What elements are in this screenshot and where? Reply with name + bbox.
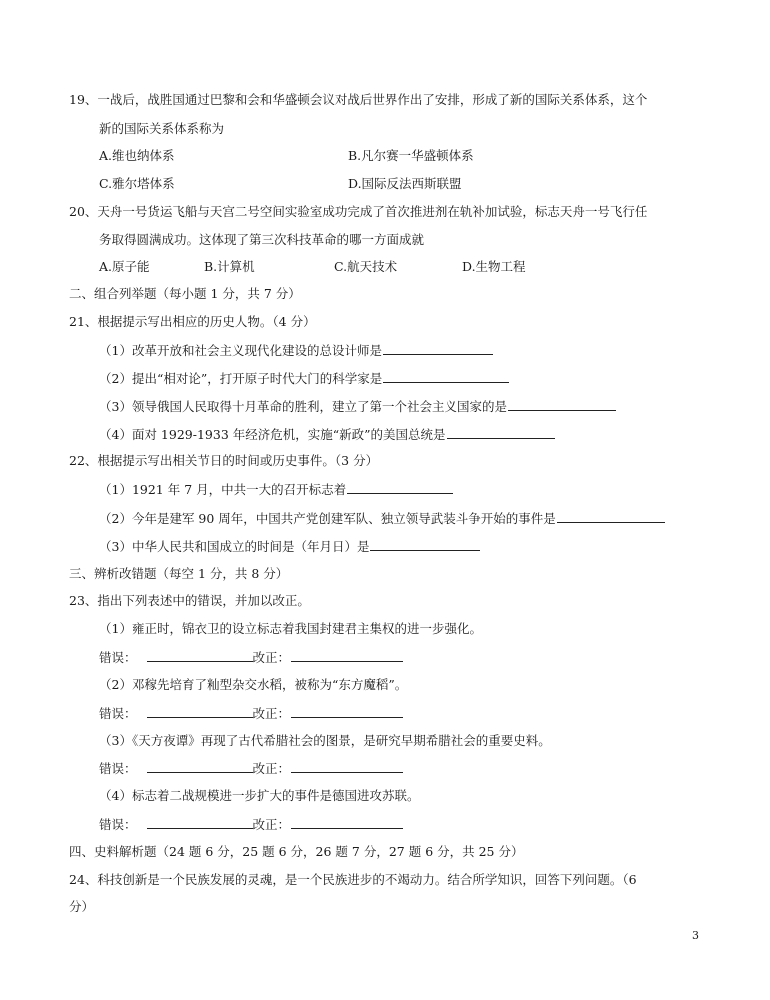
- page-number: 3: [692, 929, 699, 942]
- error-blank[interactable]: [147, 759, 253, 773]
- correction-blank[interactable]: [291, 704, 403, 718]
- q19-option-c: C.雅尔塔体系: [99, 176, 175, 191]
- q19-stem-line1: 19、一战后，战胜国通过巴黎和会和华盛顿会议对战后世界作出了安排，形成了新的国际关系体系，这个: [69, 92, 648, 107]
- answer-blank[interactable]: [447, 425, 555, 439]
- q22-stem: 22、根据提示写出相关节日的时间或历史事件。（3 分）: [69, 453, 379, 468]
- q21-stem: 21、根据提示写出相应的历史人物。（4 分）: [69, 314, 316, 329]
- error-blank[interactable]: [147, 815, 253, 829]
- answer-blank[interactable]: [557, 509, 665, 523]
- q22-item-1: （1）1921 年 7 月，中共一大的召开标志着: [99, 480, 453, 499]
- error-blank[interactable]: [147, 648, 253, 662]
- answer-blank[interactable]: [508, 397, 616, 411]
- answer-blank[interactable]: [383, 369, 509, 383]
- q21-item-1: （1）改革开放和社会主义现代化建设的总设计师是: [99, 341, 493, 360]
- q19-stem-line2: 新的国际关系体系称为: [99, 121, 225, 136]
- q22-item-3: （3）中华人民共和国成立的时间是（年月日）是: [99, 537, 480, 556]
- answer-blank[interactable]: [347, 480, 453, 494]
- q23-item-2: （2）邓稼先培育了籼型杂交水稻，被称为“东方魔稻”。: [99, 677, 408, 692]
- q23-answer-row-3: 错误： 改正：: [99, 759, 403, 778]
- q23-stem: 23、指出下列表述中的错误，并加以改正。: [69, 593, 310, 608]
- q20-option-b: B.计算机: [204, 259, 255, 274]
- error-blank[interactable]: [147, 704, 253, 718]
- q20-option-a: A.原子能: [99, 259, 150, 274]
- q21-item-2: （2）提出“相对论”，打开原子时代大门的科学家是: [99, 369, 509, 388]
- q19-option-b: B.凡尔赛一华盛顿体系: [348, 148, 474, 163]
- section3-title: 三、辨析改错题（每空 1 分，共 8 分）: [69, 566, 289, 581]
- q23-answer-row-2: 错误： 改正：: [99, 704, 403, 723]
- q19-option-d: D.国际反法西斯联盟: [348, 176, 462, 191]
- correction-blank[interactable]: [291, 759, 403, 773]
- answer-blank[interactable]: [383, 341, 493, 355]
- q22-item-2: （2）今年是建军 90 周年，中国共产党创建军队、独立领导武装斗争开始的事件是: [99, 509, 665, 528]
- q21-item-3: （3）领导俄国人民取得十月革命的胜利，建立了第一个社会主义国家的是: [99, 397, 616, 416]
- q20-option-c: C.航天技术: [334, 259, 398, 274]
- q24-stem-line1: 24、科技创新是一个民族发展的灵魂，是一个民族进步的不竭动力。结合所学知识，回答下列问题。（6: [69, 872, 637, 887]
- q24-stem-line2: 分）: [69, 899, 95, 914]
- q23-item-1: （1）雍正时，锦衣卫的设立标志着我国封建君主集权的进一步强化。: [99, 621, 482, 636]
- q23-item-4: （4）标志着二战规模进一步扩大的事件是德国进攻苏联。: [99, 788, 420, 803]
- q20-stem-line2: 务取得圆满成功。这体现了第三次科技革命的哪一方面成就: [99, 232, 425, 247]
- q21-item-4: （4）面对 1929-1933 年经济危机，实施“新政”的美国总统是: [99, 425, 555, 444]
- q23-answer-row-1: 错误： 改正：: [99, 648, 403, 667]
- section4-title: 四、史料解析题（24 题 6 分，25 题 6 分，26 题 7 分，27 题 6 分，共 25 分）: [69, 844, 524, 859]
- answer-blank[interactable]: [370, 537, 480, 551]
- correction-blank[interactable]: [291, 648, 403, 662]
- correction-blank[interactable]: [291, 815, 403, 829]
- q20-option-d: D.生物工程: [462, 259, 526, 274]
- q23-item-3: （3）《天方夜谭》再现了古代希腊社会的图景，是研究早期希腊社会的重要史料。: [99, 733, 551, 748]
- q23-answer-row-4: 错误： 改正：: [99, 815, 403, 834]
- section2-title: 二、组合列举题（每小题 1 分，共 7 分）: [69, 286, 301, 301]
- q20-stem-line1: 20、天舟一号货运飞船与天宫二号空间实验室成功完成了首次推进剂在轨补加试验，标志天舟一号飞行任: [69, 204, 648, 219]
- q19-option-a: A.维也纳体系: [99, 148, 175, 163]
